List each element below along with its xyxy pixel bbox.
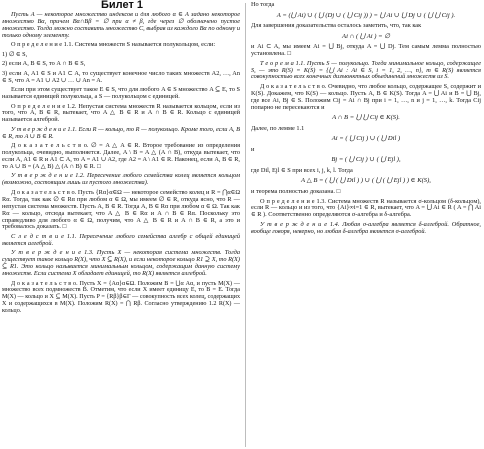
paragraph: У т в е р ж д е н и е 1.4. Любая σ-алгебра является δ-алгеброй. Обратное, вообще говоря, неверно, но любая δ-алгебра является σ-алгеброй. bbox=[251, 220, 481, 235]
paragraph: Пусть A — некоторое множество индексов и для любого α ∈ A задано некоторое множество Bα, причем Bα∩Bβ = ∅ при α ≠ β, где через ∅ обозначено пустое множество. Тогда можно составить множество C, выбрав из каждого Bα по одному и только одному элементу. bbox=[2, 12, 240, 39]
formula: A = (⋃ Ai) ∪ ( ⋃ (Dj ∪ ( ⋃ Cij )) ) = ⋃ Ai ∪ ⋃ Dj ∪ ( ⋃ ⋃ Cij ). bbox=[276, 11, 456, 19]
paragraph: 3) если A, A1 ∈ S и A1 ⊂ A, то существует конечное число таких множеств A2, …, An ∈ S, что A = A1 ∪ A2 ∪ … ∪ An = A. bbox=[2, 69, 240, 84]
formula: Ai ∩ ( ⋃ Ai ) = ∅ bbox=[342, 32, 390, 40]
formula: A ∩ B = ⋃ ⋃ Cij ∈ K(S). bbox=[332, 114, 400, 122]
paragraph: 1) ∅ ∈ S, bbox=[2, 50, 28, 58]
paragraph: С л е д с т в и е 1.1. Пересечение любого семейства алгебр с общей единицей является алгеброй. bbox=[2, 232, 240, 247]
paragraph: О п р е д е л е н и е 1.3. Система множеств R называется σ-кольцом (δ-кольцом), если R — кольцо и из того, что {Ai}∞i=1 ∈ R, вытекает, что A = ⋃ Ai ∈ R ( A = ⋂ Ai ∈ R ). Соответственно определяются σ-алгебра и δ-алгебра. bbox=[251, 197, 481, 219]
right-column bbox=[251, 2, 481, 448]
paragraph: О п р е д е л е н и е 1.1. Система множеств S называется полукольцом, если: bbox=[11, 41, 216, 49]
formula: A △ B = ( ⋃ ( ⋃ Dil ) ) ∪ ( ⋃ ( ⋃ Ejl ) ) ∈ K(S), bbox=[301, 177, 431, 185]
paragraph: где Dil, Ejl ∈ S при всех i, j, k, l. Тогда bbox=[251, 166, 353, 174]
paragraph: Д о к а з а т е л ь с т в о. Очевидно, что любое кольцо, содержащее S, содержит и K(S). Докажем, что K(S) — кольцо. Пусть A, B ∈ K(S). Тогда A = ⋃ Ai и B = ⋃ Bj, где все Ai, Bj ∈ S. Положим Cij = Ai ∩ Bj при i = 1, …, n и j = 1, …, k. Тогда Cij попарно не пересекаются и bbox=[251, 82, 481, 111]
paragraph: Но тогда bbox=[251, 2, 275, 8]
left-column bbox=[2, 12, 240, 448]
paragraph: О п р е д е л е н и е 1.2. Непустая система множеств R называется кольцом, если из того, что A, B ∈ R, вытекает, что A △ B ∈ R и A ∩ B ∈ R. Кольцо с единицей называется алгеброй. bbox=[2, 102, 240, 124]
paragraph: Д о к а з а т е л ь с т в о. Пусть X = {Aα}α∈Ω. Положим B = ⋃α Aα, и пусть M(X) — множество всех подмножеств B. Отметим, что если X имеет единицу E, то B = E. Тогда M(X) — кольцо и X ⊆ M(X). Пусть P = {Rβ}β∈Γ — совокупность всех колец, содержащих X и содержащихся в M(X). Положим R(X) = ⋂ Rβ. Согласно утверждению 1.2 R(X) — кольцо. bbox=[2, 280, 240, 315]
paragraph: Д о к а з а т е л ь с т в о. Пусть {Rα}α∈Ω — некоторое семейство колец и R = ⋂α∈Ω Rα. Тогда, так как ∅ ∈ Rα при любом α ∈ Ω, мы имеем ∅ ∈ R, откуда ясно, что R — непустая система множеств. Пусть A, B ∈ R. Тогда A, B ∈ Rα при любом α ∈ Ω. Так как Rα — кольцо, отсюда вытекает, что A △ B ∈ Rα и A ∩ B ∈ Rα. Поскольку это справедливо для любого α ∈ Ω, получим, что A △ B ∈ R и A ∩ B ∈ R, а это и требовалось доказать. □ bbox=[2, 188, 240, 231]
paragraph: У т в е р ж д е н и е 1.3. Пусть X — некоторая система множеств. Тогда существует такое кольцо R(X), что X ⊆ R(X), и если некоторое кольцо R1 ⊇ X, то R(X) ⊆ R1. Это кольцо называется минимальным кольцом, содержащим данную систему множеств. Если система X обладает единицей, то R(X) является алгеброй. bbox=[2, 249, 240, 278]
paragraph: и теорема полностью доказана. □ bbox=[251, 188, 341, 195]
paragraph: Д о к а з а т е л ь с т в о. ∅ = A △ A ∈ R. Второе требование из определения полукольца, очевидно, выполняется. Далее, A \ B = A △ (A ∩ B), откуда вытекает, что если A, A1 ∈ R и A1 ⊂ A, то A = A1 ∪ A2, где A2 = A \ A1 ∈ R. Наконец, если A, B ∈ R, то A ∪ B = (A △ B) △ (A ∩ B) ∈ R. □ bbox=[2, 142, 240, 170]
formula: Ai = ( ⋃ Cij ) ∪ ( ⋃ Dil ) bbox=[331, 135, 401, 143]
column-divider bbox=[245, 3, 246, 447]
paragraph: 2) если A, B ∈ S, то A ∩ B ∈ S, bbox=[2, 60, 86, 68]
paragraph: и Ai ⊂ A, мы имеем Ai = ⋃ Bj, откуда A = ⋃ Dj. Тем самым лемма полностью установлена. □ bbox=[251, 43, 481, 58]
paragraph: У т в е р ж д е н и е 1.2. Пересечение любого семейства колец является кольцом (возможно, состоящим лишь из пустого множества). bbox=[2, 172, 240, 187]
paragraph: Если при этом существует такое E ∈ S, что для любого A ∈ S множество A ⊆ E, то S называется единицей полукольца, а S — полукольцом с единицей. bbox=[2, 86, 240, 101]
paragraph: Т е о р е м а 1.1. Пусть S — полукольцо. Тогда минимальное кольцо, содержащее S, — это R(S) = K(S) = {⋃ Ai : Ai ∈ S, i = 1, 2, …, n}, m ∈ R(S) является совокупностью всех конечных дизъюнктных объединений множеств из S. bbox=[251, 59, 481, 81]
paragraph: У т в е р ж д е н и е 1.1. Если R — кольцо, то R — полукольцо. Кроме того, если A, B ∈ R, то A ∪ B ∈ R. bbox=[2, 125, 240, 140]
paragraph: Далее, по лемме 1.1 bbox=[251, 124, 305, 132]
paragraph: Для завершения доказательства осталось заметить, что, так как bbox=[251, 22, 422, 30]
paragraph: и bbox=[251, 145, 255, 153]
page-title: Билет 1 bbox=[100, 0, 144, 11]
formula: Bj = ( ⋃ Cij ) ∪ ( ⋃ Ejl ), bbox=[331, 156, 401, 164]
